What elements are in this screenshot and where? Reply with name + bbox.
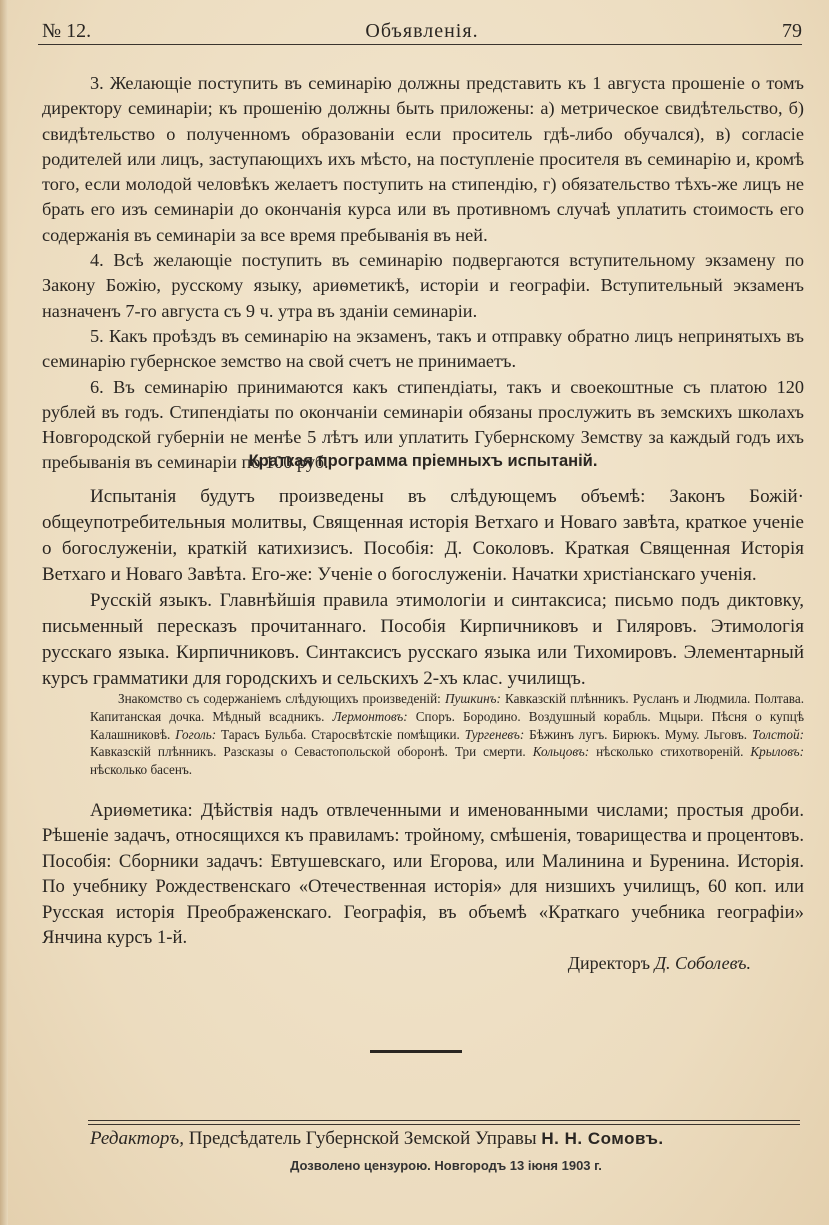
rule-paragraph-4: 4. Всѣ желающіе поступить въ семинарію подвергаются вступительному экзамену по Закону Божію, русскому языку, ариѳметикѣ, исторіи и географіи. Вступительный экзаменъ назначенъ 7-го августа съ 9 ч. утра въ зданіи семинаріи. <box>42 250 804 321</box>
author-turgenev: Тургеневъ: <box>464 726 525 742</box>
author-tolstoy: Толстой: <box>752 726 804 742</box>
program-heading: Краткая программа пріемныхъ испытаній. <box>248 452 598 470</box>
author-koltsov: Кольцовъ: <box>532 744 590 760</box>
page-binding-edge <box>0 0 8 1225</box>
rule-paragraph-3: 3. Желающіе поступить въ семинарію должны представить къ 1 августа прошеніе о томъ директору семинаріи; къ прошенію должны быть приложены: а) метрическое свидѣтельство, б) свидѣтельство о полученномъ образованіи если проситель гдѣ-либо обучался), в) согласіе родителей или лицъ, заступающихъ ихъ мѣсто, на поступленіе просителя въ семинарію и, кромѣ того, если молодой человѣкъ желаетъ поступить на стипендію, г) обязательство тѣхъ-же лицъ не брать его изъ семинаріи до окончанія курса или въ противномъ случаѣ уплатить стоимость его содержанія въ семинаріи за все время пребыванія въ ней. <box>42 73 804 245</box>
author-lermontov: Лермонтовъ: <box>332 708 408 724</box>
editor-line <box>90 1128 802 1150</box>
section-separator <box>370 1050 462 1053</box>
censor-line: Дозволено цензурою. Новгородъ 13 іюня 1903 г. <box>290 1158 602 1173</box>
works-krylov: нѣсколько басенъ. <box>90 762 193 778</box>
footer-rule-thin <box>88 1124 800 1125</box>
works-turgenev: Бѣжинъ лугъ. Бирюкъ. Муму. Льговъ. <box>524 726 752 742</box>
works-koltsov: нѣсколько стихотвореній. <box>589 744 751 760</box>
works-lermontov: Споръ. Бородино. Воздушный корабль. Мцыри. Пѣсня о купцѣ Калашниковѣ. <box>90 708 805 742</box>
page-number: 79 <box>782 20 802 42</box>
works-pushkin: Кавказскій плѣнникъ. Русланъ и Людмила. Полтава. Капитанская дочка. Мѣдный всадникъ. <box>90 691 805 724</box>
header-rule <box>38 44 802 45</box>
admission-rules <box>42 71 804 476</box>
rule-paragraph-5: 5. Какъ проѣздъ въ семинарію на экзаменъ, такъ и отправку обратно лицъ непринятыхъ въ семинарію губернское земство на свой счетъ не принимаетъ. <box>42 325 804 372</box>
section-title: Объявленія. <box>365 20 479 42</box>
author-pushkin: Пушкинъ: <box>445 691 501 706</box>
author-gogol: Гоголь: <box>175 726 217 742</box>
editor-text: Предсѣдатель Губернской Земской Управы <box>183 1128 542 1149</box>
works-tolstoy: Кавказскій плѣнникъ. Разсказы о Севастопольской оборонѣ. Три смерти. <box>90 744 533 760</box>
arithmetic-paragraph: Ариѳметика: Дѣйствія надъ отвлеченными и именованными числами; простыя дроби. Рѣшеніе задачъ, относящихся къ правиламъ: тройному, смѣшенія, товарищества и процентовъ. Пособія: Сборники задачъ: Евтушевскаго, или Егорова, или Малинина и Буренина. Исторія. По учебнику Рождественскаго «Отечественная исторія» для низшихъ училищъ, 60 коп. или Русская исторія Преображенскаго. Географія, въ объемѣ «Краткаго учебника географіи» Янчина курсъ 1-й. <box>42 800 804 949</box>
director-signature <box>568 953 751 974</box>
signature-name: Д. Соболевъ. <box>654 953 751 973</box>
editor-label: Редакторъ, <box>90 1128 184 1149</box>
reading-list-paragraph <box>90 690 804 779</box>
editor-name: Н. Н. Сомовъ. <box>541 1129 664 1148</box>
program-paragraph-religion: Испытанія будутъ произведены въ слѣдующемъ объемѣ: Законъ Божій· общеупотребительныя молитвы, Священная исторія Ветхаго и Новаго завѣта, краткое ученіе о богослуженіи, краткій катихизисъ. Пособія: Д. Соколовъ. Краткая Священная Исторія Ветхаго и Новаго Завѣта. Его-же: Ученіе о богослуженіи. Начатки христіанскаго ученія. <box>42 486 804 585</box>
issue-number: № 12. <box>42 20 92 42</box>
footer-rule <box>88 1120 800 1121</box>
rule-paragraph-6: 6. Въ семинарію принимаются какъ стипендіаты, такъ и своекоштные съ платою 120 рублей въ годъ. Стипендіаты по окончаніи семинаріи обязаны прослужить въ земскихъ школахъ Новгородской губерніи не менѣе 5 лѣтъ или уплатить Губернскому Земству за каждый годъ ихъ пребыванія въ семинаріи по 100 руб. <box>42 376 804 473</box>
works-gogol: Тарасъ Бульба. Старосвѣтскіе помѣщики. <box>216 726 465 742</box>
reading-list <box>90 690 804 779</box>
program-body <box>42 484 804 692</box>
signature-role: Директоръ <box>567 953 651 973</box>
program-paragraph-russian: Русскій языкъ. Главнѣйшія правила этимологіи и синтаксиса; письмо подъ диктовку, письменный пересказъ прочитаннаго. Пособія Кирпичниковъ и Гиляровъ. Этимологія русскаго языка. Кирпичниковъ. Синтаксисъ русскаго языка или Тихомировъ. Элементарный курсъ грамматики для городскихъ и сельскихъ 2-хъ клас. училищъ. <box>42 590 804 689</box>
author-krylov: Крыловъ: <box>750 744 804 760</box>
reading-list-intro: Знакомство съ содержаніемъ слѣдующихъ произведеній: <box>118 691 445 706</box>
program-arithmetic <box>42 798 804 950</box>
